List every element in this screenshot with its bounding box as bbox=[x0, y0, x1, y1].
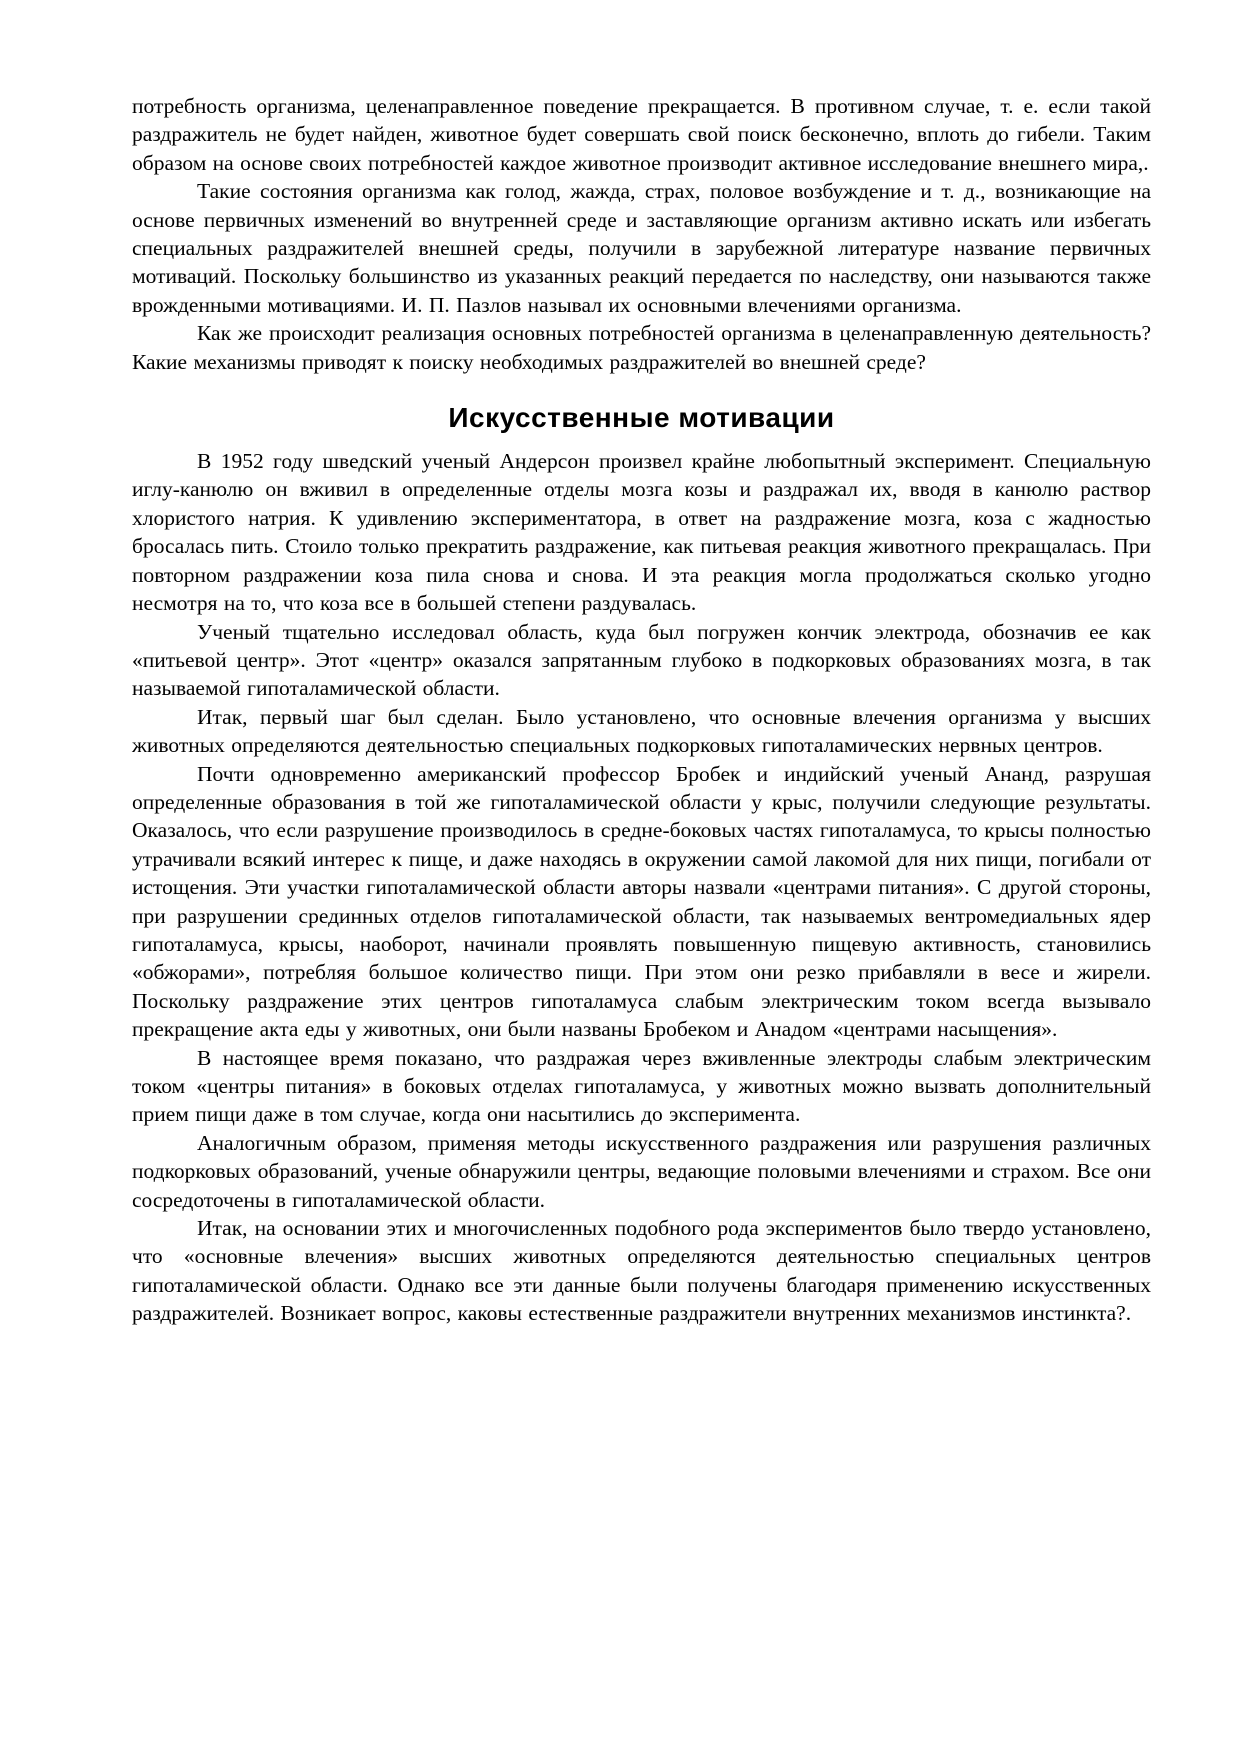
body-paragraph: потребность организма, целенаправленное поведение прекращается. В противном случае, т. е. если такой раздражитель не будет найден, животное будет совершать свой поиск бесконечно, вплоть до гибели. Таким образом на основе своих потребностей каждое животное производит активное исследование внешнего мира,. bbox=[132, 94, 1151, 175]
body-paragraph: В 1952 году шведский ученый Андерсон произвел крайне любопытный эксперимент. Специальную иглу-канюлю он вживил в определенные отделы мозга козы и раздражал их, вводя в канюлю раствор хлористого натрия. К удивлению экспериментатора, в ответ на раздражение мозга, коза с жадностью бросалась пить. Стоило только прекратить раздражение, как питьевая реакция животного прекращалась. При повторном раздражении коза пила снова и снова. И эта реакция могла продолжаться сколько угодно несмотря на то, что коза все в большей степени раздувалась. bbox=[132, 449, 1151, 616]
body-paragraph: В настоящее время показано, что раздражая через вживленные электроды слабым электрическим током «центры питания» в боковых отделах гипоталамуса, у животных можно вызвать дополнительный прием пищи даже в том случае, когда они насытились до эксперимента. bbox=[132, 1045, 1151, 1127]
body-paragraph: Почти одновременно американский профессор Бробек и индийский ученый Ананд, разрушая определенные образования в той же гипоталамической области у крыс, получили следующие результаты. Оказалось, что если разрушение производилось в средне-боковых частях гипоталамуса, то крысы полностью утрачивали всякий интерес к пище, и даже находясь в окружении самой лакомой для них пищи, погибали от истощения. Эти участки гипоталамической области авторы назвали «центрами питания». С другой стороны, при разрушении срединных отделов гипоталамической области, так называемых вентромедиальных ядер гипоталамуса, крысы, наоборот, начинали проявлять повышенную пищевую активность, становились «обжорами», потребляя большое количество пищи. При этом они резко прибавляли в весе и жирели. Поскольку раздражение этих центров гипоталамуса слабым электрическим током всегда вызывало прекращение акта еды у животных, они были названы Бробеком и Анадом «центрами насыщения». bbox=[132, 761, 1151, 1042]
body-paragraph: Такие состояния организма как голод, жажда, страх, половое возбуждение и т. д., возникающие на основе первичных изменений во внутренней среде и заставляющие организм активно искать или избегать специальных раздражителей внешней среды, получили в зарубежной литературе название первичных мотиваций. Поскольку большинство из указанных реакций передается по наследству, они называются также врожденными мотивациями. И. П. Пазлов называл их основными влечениями организма. bbox=[132, 179, 1151, 317]
body-paragraph: Как же происходит реализация основных потребностей организма в целенаправленную деятельность? Какие механизмы приводят к поиску необходимых раздражителей во внешней среде? bbox=[132, 321, 1151, 374]
body-paragraph: Ученый тщательно исследовал область, куда был погружен кончик электрода, обозначив ее как «питьевой центр». Этот «центр» оказался запрятанным глубоко в подкорковых образованиях мозга, в так называемой гипоталамической области. bbox=[132, 619, 1151, 701]
body-paragraph: Аналогичным образом, применяя методы искусственного раздражения или разрушения различных подкорковых образований, ученые обнаружили центры, ведающие половыми влечениями и страхом. Все они сосредоточены в гипоталамической области. bbox=[132, 1130, 1151, 1212]
section-heading: Искусственные мотивации bbox=[448, 402, 835, 434]
body-paragraph: Итак, первый шаг был сделан. Было установлено, что основные влечения организма у высших животных определяются деятельностью специальных подкорковых гипоталамических нервных центров. bbox=[132, 704, 1151, 758]
body-paragraph: Итак, на основании этих и многочисленных подобного рода экспериментов было твердо установлено, что «основные влечения» высших животных определяются деятельностью специальных центров гипоталамической области. Однако все эти данные были получены благодаря применению искусственных раздражителей. Возникает вопрос, каковы естественные раздражители внутренних механизмов инстинкта?. bbox=[132, 1216, 1151, 1326]
